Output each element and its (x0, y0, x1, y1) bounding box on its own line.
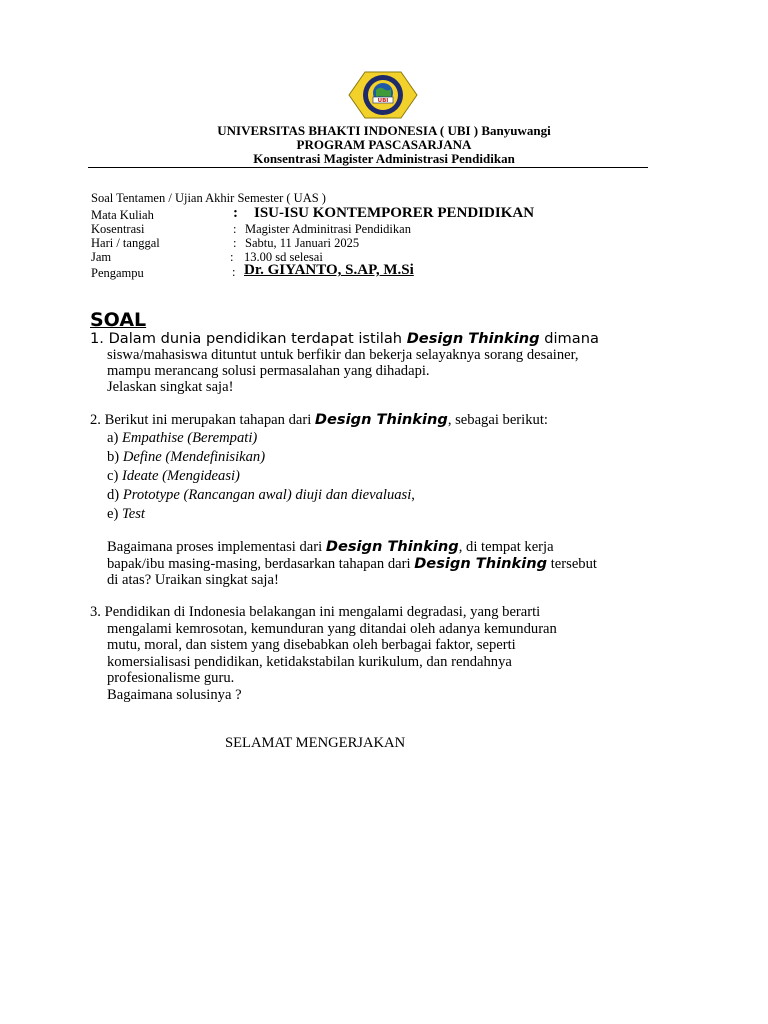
q1-line-2: siswa/mahasiswa dituntut untuk berfikir dan bekerja selayaknya sorang desainer, (107, 347, 579, 363)
q2-para-line-3: di atas? Uraikan singkat saja! (107, 572, 279, 588)
info-label-date: Hari / tanggal (91, 236, 160, 250)
info-value-date: Sabtu, 11 Januari 2025 (245, 236, 360, 250)
q2-item-c-text: Ideate (Mengideasi) (122, 468, 240, 484)
q2-item-e (107, 506, 145, 523)
q2-item-d (107, 487, 415, 504)
q1-term: Design Thinking (406, 330, 540, 347)
q3-line-6: Bagaimana solusinya ? (107, 687, 242, 703)
q2-term: Design Thinking (314, 411, 448, 428)
q2-para-d: bapak/ibu masing-masing, berdasarkan tahapan dari (107, 556, 415, 572)
info-value-course: ISU-ISU KONTEMPORER PENDIDIKAN (254, 205, 535, 221)
q2-item-b (107, 449, 265, 466)
q2-item-a (107, 430, 257, 447)
q2-para-a: Bagaimana proses implementasi dari (107, 539, 326, 555)
info-sep-concentration: : (233, 222, 237, 236)
logo-inner-text: UBI (377, 98, 389, 104)
q3-line-3: mutu, moral, dan sistem yang disebabkan oleh berbagai faktor, seperti (107, 637, 516, 653)
info-value-time: 13.00 sd selesai (244, 250, 323, 264)
q2-item-d-tail: , (411, 487, 415, 503)
q1-text-a: 1. Dalam dunia pendidikan terdapat istilah (90, 330, 407, 347)
info-label-concentration: Kosentrasi (91, 222, 145, 236)
q2-item-e-letter: e) (107, 506, 119, 522)
header-university: UNIVERSITAS BHAKTI INDONESIA ( UBI ) Banyuwangi (217, 123, 551, 138)
q2-para-c: , di tempat kerja (458, 539, 554, 555)
header-program: PROGRAM PASCASARJANA (296, 137, 472, 152)
info-sep-date: : (233, 236, 237, 250)
q3-line-1: 3. Pendidikan di Indonesia belakangan ini mengalami degradasi, yang berarti (90, 604, 541, 620)
header-concentration: Konsentrasi Magister Administrasi Pendidikan (253, 151, 515, 166)
q2-para-term-1: Design Thinking (325, 538, 459, 555)
q2-text-a: 2. Berikut ini merupakan tahapan dari (90, 412, 315, 428)
info-sep-time: : (230, 250, 234, 264)
q2-item-a-text: Empathise (Berempati) (122, 430, 258, 446)
q3-line-5: profesionalisme guru. (107, 670, 235, 686)
q2-para-line-2 (107, 555, 597, 573)
soal-title: SOAL (90, 309, 147, 331)
q1-text-c: dimana (539, 330, 599, 347)
q2-item-d-letter: d) (107, 487, 120, 503)
q2-item-e-text: Test (122, 506, 145, 522)
q3-line-2: mengalami kemrosotan, kemunduran yang ditandai oleh adanya kemunduran (107, 621, 557, 637)
q2-line-1 (90, 411, 548, 429)
q2-item-c-letter: c) (107, 468, 119, 484)
info-label-course: Mata Kuliah (91, 208, 154, 222)
q3-line-4: komersialisasi pendidikan, ketidakstabilan kurikulum, dan rendahnya (107, 654, 512, 670)
info-label-time: Jam (91, 250, 112, 264)
q2-text-c: , sebagai berikut: (447, 412, 548, 428)
header-divider (88, 167, 648, 168)
q2-para-line-1 (107, 538, 554, 556)
university-logo (347, 70, 419, 120)
q1-line-3: mampu merancang solusi permasalahan yang dihadapi. (107, 363, 430, 379)
q2-para-term-2: Design Thinking (414, 555, 548, 572)
q2-item-d-text: Prototype (Rancangan awal) diuji dan dievaluasi (122, 487, 412, 503)
info-value-concentration: Magister Adminitrasi Pendidikan (245, 222, 411, 236)
q2-item-b-text: Define (Mendefinisikan) (122, 449, 266, 465)
q2-para-f: tersebut (547, 556, 597, 572)
info-sep-lecturer: : (232, 265, 236, 279)
info-label-lecturer: Pengampu (91, 266, 144, 280)
closing-text: SELAMAT MENGERJAKAN (225, 735, 406, 751)
q2-item-b-letter: b) (107, 449, 120, 465)
logo-emblem (347, 70, 419, 120)
q1-line-1 (90, 330, 599, 347)
exam-title: Soal Tentamen / Ujian Akhir Semester ( UAS ) (91, 191, 326, 205)
q1-line-4: Jelaskan singkat saja! (107, 379, 234, 395)
q2-item-c (107, 468, 240, 485)
q2-item-a-letter: a) (107, 430, 119, 446)
info-value-lecturer: Dr. GIYANTO, S.AP, M.Si (244, 262, 414, 278)
info-sep-course: : (233, 205, 238, 221)
